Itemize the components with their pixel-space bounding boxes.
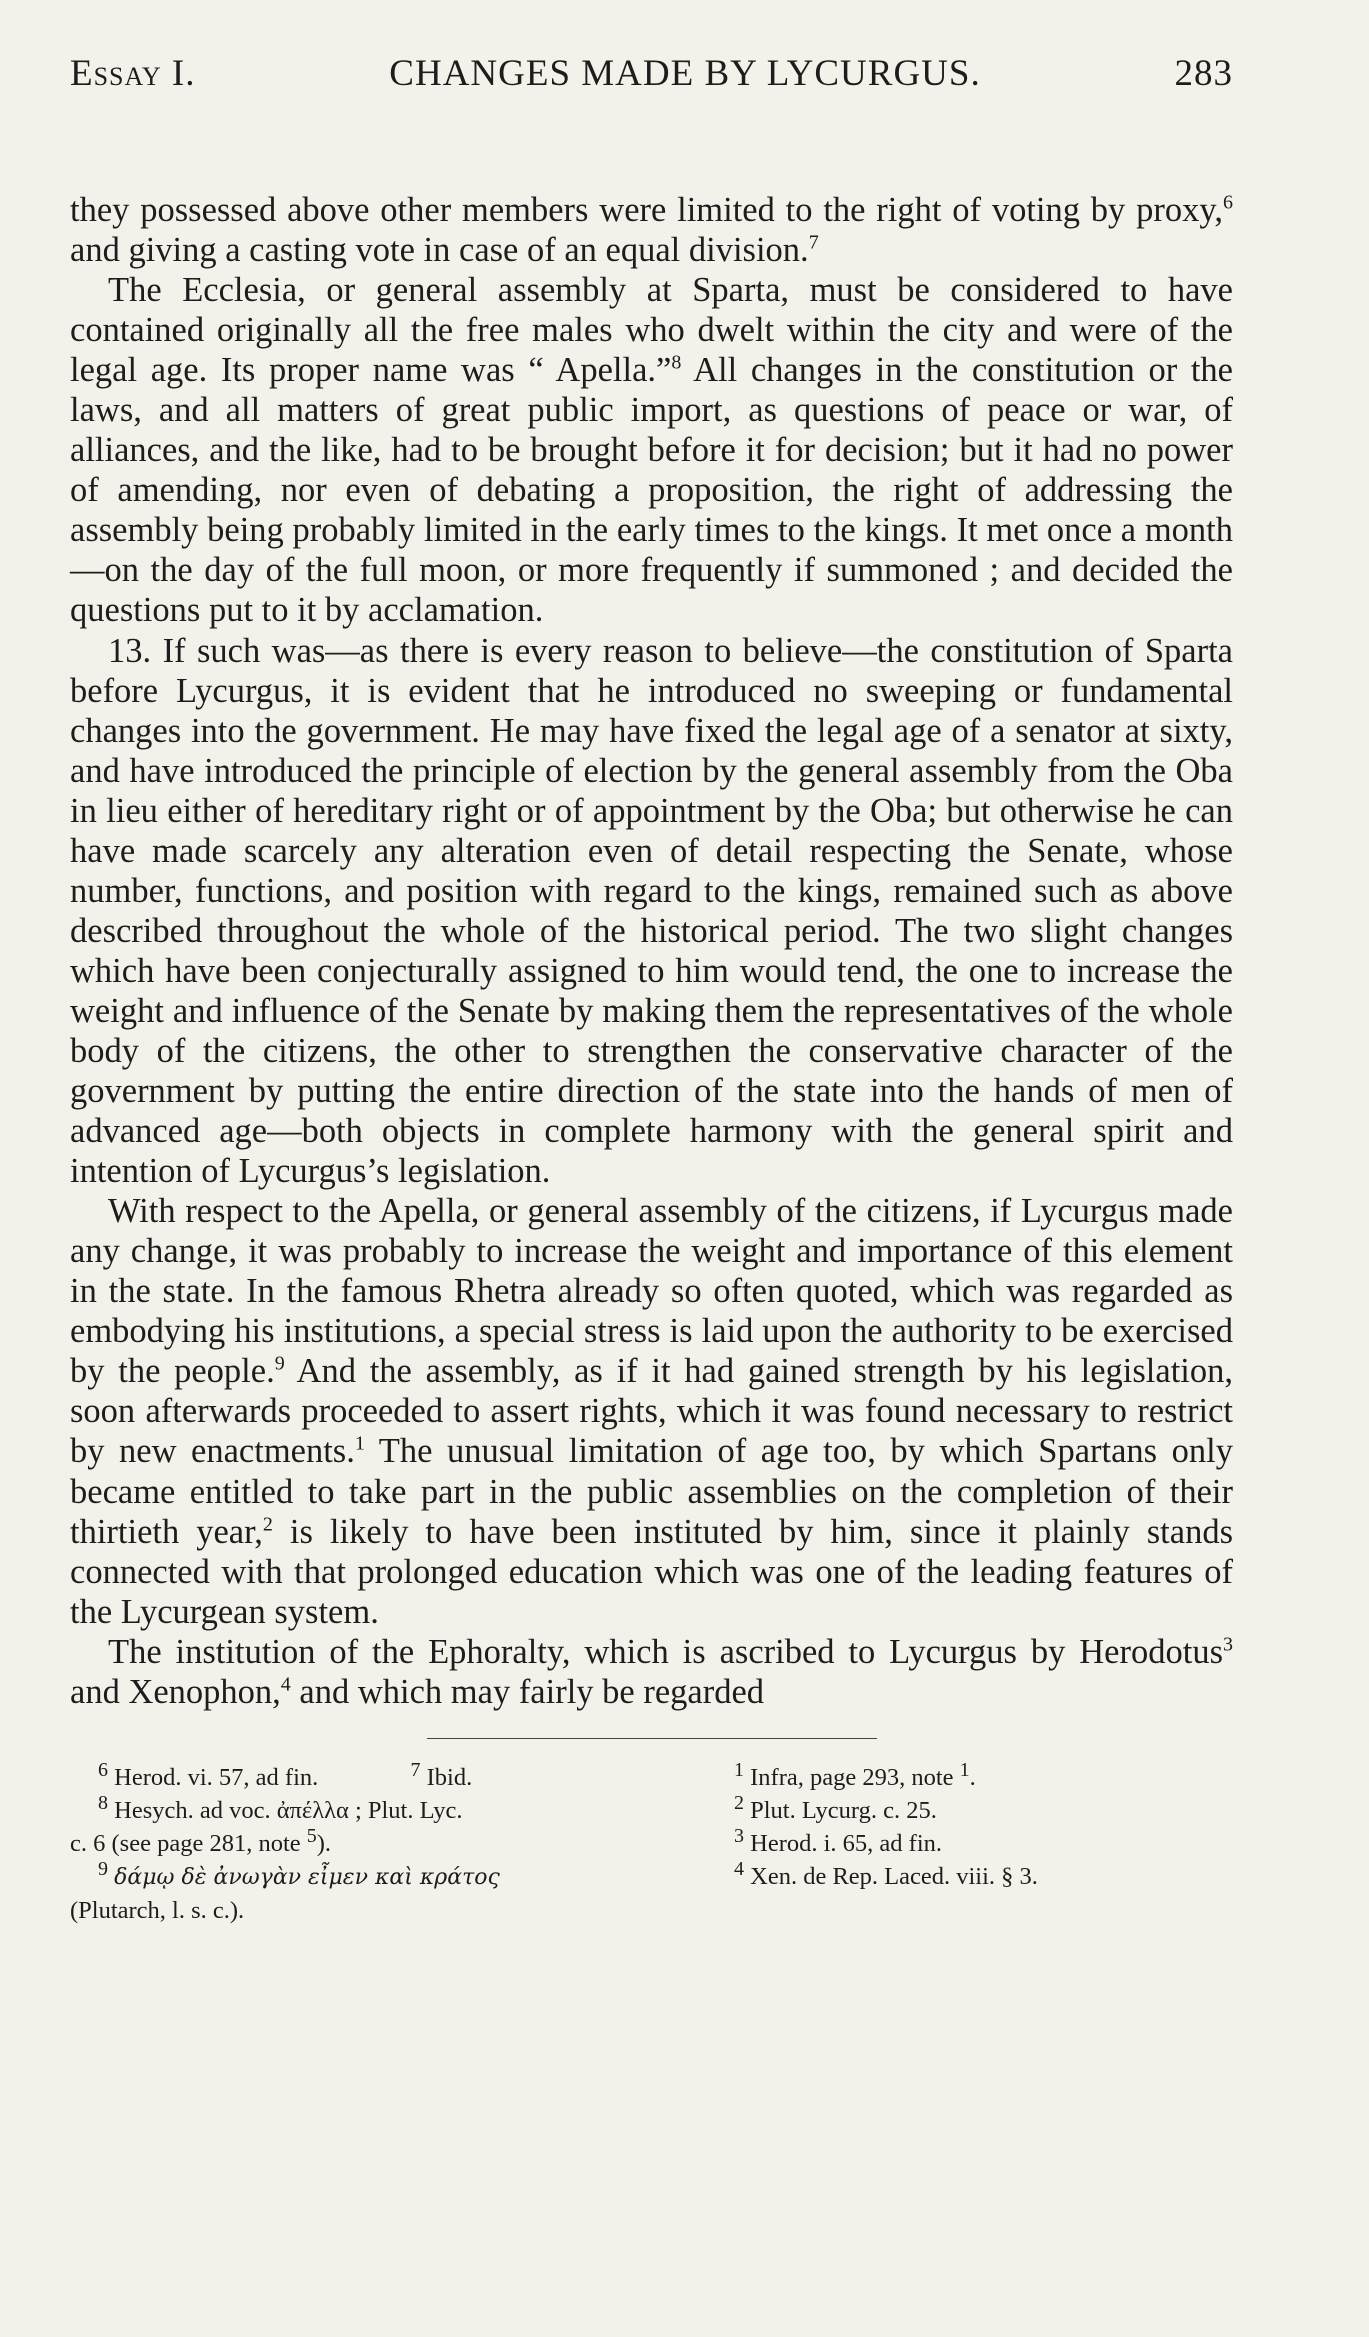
text-run: they possessed above other members were limited to the right of voting by proxy, xyxy=(70,191,1223,229)
text-run: And the assembly, as if it had gained strength by his legislation, soon afterwards proceeded to assert rights, which it was found necessary to restrict by new enactments. xyxy=(70,1352,1234,1471)
footnote-rule xyxy=(427,1738,877,1739)
footnote-ref: 7 xyxy=(808,231,819,254)
text-run: is likely to have been instituted by him, since it plainly stands connected with that prolonged education which was one of the leading features of the Lycurgean system. xyxy=(70,1512,1233,1631)
body-text xyxy=(70,190,1233,1712)
text-run: The Ecclesia, or general assembly at Sparta, must be considered to have contained originally all the free males who dwelt within the city and were of the legal age. Its proper name was “ Apella.” xyxy=(70,271,1233,390)
footnote-6-7: $^6$ Herod. vi. 57, ad fin. $^7$ Ibid. xyxy=(98,1758,473,1791)
page-number: 283 xyxy=(1174,53,1233,94)
footnotes-right-column xyxy=(706,1758,1186,1927)
footnotes-left-column xyxy=(70,1758,660,1927)
header-essay: Essay I. xyxy=(70,53,196,94)
footnote-8-cont: c. 6 (see page 281, note $^5$). xyxy=(70,1824,332,1857)
footnote-4: $^4$ Xen. de Rep. Laced. viii. § 3. xyxy=(734,1857,1038,1890)
footnote-ref: 2 xyxy=(262,1513,273,1536)
footnote-ref: 8 xyxy=(671,351,682,374)
text-run: With respect to the Apella, or general assembly of the citizens, if Lycurgus made any change, it was probably to increase the weight and importance of this element in the state. In the famous Rhetra already so often quoted, which was regarded as embodying his institutions, a special stress is laid upon the authority to be exercised by the people. xyxy=(70,1192,1233,1391)
text-run: The institution of the Ephoralty, which is ascribed to Lycurgus by Herodotus xyxy=(108,1632,1223,1671)
running-header xyxy=(70,52,1233,122)
text-run: and which may fairly be regarded xyxy=(290,1672,765,1711)
header-title: CHANGES MADE BY LYCURGUS. xyxy=(389,53,981,94)
footnote-ref: 4 xyxy=(280,1673,291,1696)
footnote-1: $^1$ Infra, page 293, note $^1$. xyxy=(734,1758,976,1791)
text-run: The unusual limitation of age too, by which Spartans only became entitled to take part in the public assemblies on the completion of their thirtieth year, xyxy=(70,1432,1233,1551)
text-run: and Xenophon, xyxy=(70,1672,281,1711)
footnote-ref: 1 xyxy=(354,1432,365,1455)
footnote-9: $^9$ δάμῳ δὲ ἀνωγὰν εἶμεν καὶ κράτος xyxy=(98,1857,500,1890)
paragraph xyxy=(70,190,1233,270)
text-run: and giving a casting vote in case of an equal division. xyxy=(70,231,809,270)
footnotes xyxy=(70,1758,1233,1927)
footnote-9-cont: (Plutarch, l. s. c.). xyxy=(70,1896,245,1924)
footnote-ref: 3 xyxy=(1223,1633,1233,1656)
text-run: 13. If such was—as there is every reason to believe—the constitution of Sparta before Lycurgus, it is evident that he introduced no sweeping or fundamental changes into the government. He may have fixed the legal age of a senator at sixty, and have introduced the principle of election by the general assembly from the Oba in lieu either of hereditary right or of appointment by the Oba; but otherwise he can have made scarcely any alteration even of detail respecting the Senate, whose number, functions, and position with regard to the kings, remained such as above described throughout the whole of the historical period. The two slight changes which have been conjecturally assigned to him would tend, the one to increase the weight and influence of the Senate by making them the representatives of the whole body of the citizens, the other to strengthen the conservative character of the government by putting the entire direction of the state into the hands of men of advanced age—both objects in complete harmony with the general spirit and intention of Lycurgus’s legislation. xyxy=(70,631,1233,1191)
footnote-2: $^2$ Plut. Lycurg. c. 25. xyxy=(734,1791,937,1824)
footnote-ref: 6 xyxy=(1223,191,1233,214)
paragraph xyxy=(70,270,1233,630)
footnote-ref: 9 xyxy=(274,1352,285,1375)
footnote-8: $^8$ Hesych. ad voc. ἀπέλλα ; Plut. Lyc. xyxy=(98,1791,463,1824)
text-run: All changes in the constitution or the laws, and all matters of great public import, as questions of peace or war, of alliances, and the like, had to be brought before it for decision; but it had no power of amending, nor even of debating a proposition, the right of addressing the assembly being probably limited in the early times to the kings. It met once a month—on the day of the full moon, or more frequently if summoned ; and decided the questions put to it by acclamation. xyxy=(70,351,1233,630)
paragraph xyxy=(70,1191,1233,1632)
footnote-3: $^3$ Herod. i. 65, ad fin. xyxy=(734,1824,942,1857)
paragraph xyxy=(70,631,1233,1192)
paragraph xyxy=(70,1632,1233,1712)
